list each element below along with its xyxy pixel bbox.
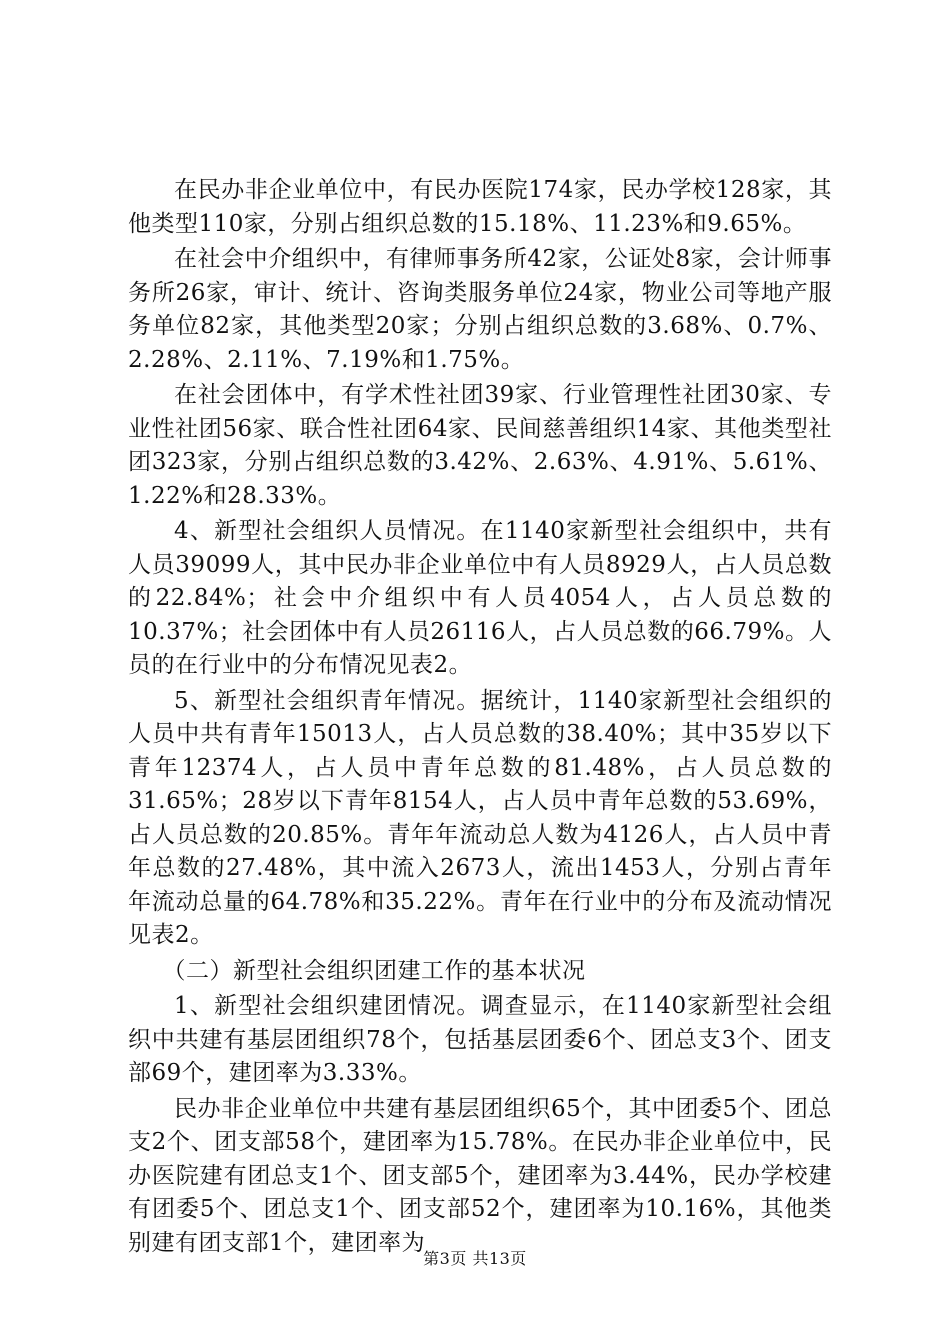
paragraph-personnel: 4、新型社会组织人员情况。在1140家新型社会组织中，共有人员39099人，其中民办非企业单位中有人员8929人，占人员总数的22.84%；社会中介组织中有人员4054人，占人员总数的10.37%；社会团体中有人员26116人，占人员总数的66.79%。人员的在行业中的分布情况见表2。	[128, 518, 832, 678]
paragraph-league-nonenterprise: 民办非企业单位中共建有基层团组织65个，其中团委5个、团总支2个、团支部58个，建团率为15.78%。在民办非企业单位中，民办医院建有团总支1个、团支部5个，建团率为3.44%，民办学校建有团委5个、团总支1个、团支部52个，建团率为10.16%，其他类别建有团支部1个，建团率为	[128, 1095, 832, 1256]
document-body	[128, 174, 832, 1262]
paragraph-intermediary-orgs: 在社会中介组织中，有律师事务所42家，公证处8家，会计师事务所26家，审计、统计、咨询类服务单位24家，物业公司等地产服务单位82家，其他类型20家；分别占组织总数的3.68%、0.7%、2.28%、2.11%、7.19%和1.75%。	[128, 246, 832, 373]
paragraph-social-groups: 在社会团体中，有学术性社团39家、行业管理性社团30家、专业性社团56家、联合性社团64家、民间慈善组织14家、其他类型社团323家，分别占组织总数的3.42%、2.63%、4.91%、5.61%、1.22%和28.33%。	[128, 382, 832, 509]
section-heading: （二）新型社会组织团建工作的基本状况	[162, 957, 586, 984]
page-number-footer: 第3页 共13页	[423, 1249, 527, 1268]
paragraph-civil-nonenterprise: 在民办非企业单位中，有民办医院174家，民办学校128家，其他类型110家，分别占组织总数的15.18%、11.23%和9.65%。	[128, 177, 832, 237]
paragraph-youth: 5、新型社会组织青年情况。据统计，1140家新型社会组织的人员中共有青年15013人，占人员总数的38.40%；其中35岁以下青年12374人，占人员中青年总数的81.48%，占人员总数的31.65%；28岁以下青年8154人，占人员中青年总数的53.69%，占人员总数的20.85%。青年年流动总人数为4126人，占人员中青年总数的27.48%，其中流入2673人，流出1453人，分别占青年年流动总量的64.78%和35.22%。青年在行业中的分布及流动情况见表2。	[128, 687, 832, 948]
paragraph-league-building: 1、新型社会组织建团情况。调查显示，在1140家新型社会组织中共建有基层团组织78个，包括基层团委6个、团总支3个、团支部69个，建团率为3.33%。	[128, 993, 832, 1086]
